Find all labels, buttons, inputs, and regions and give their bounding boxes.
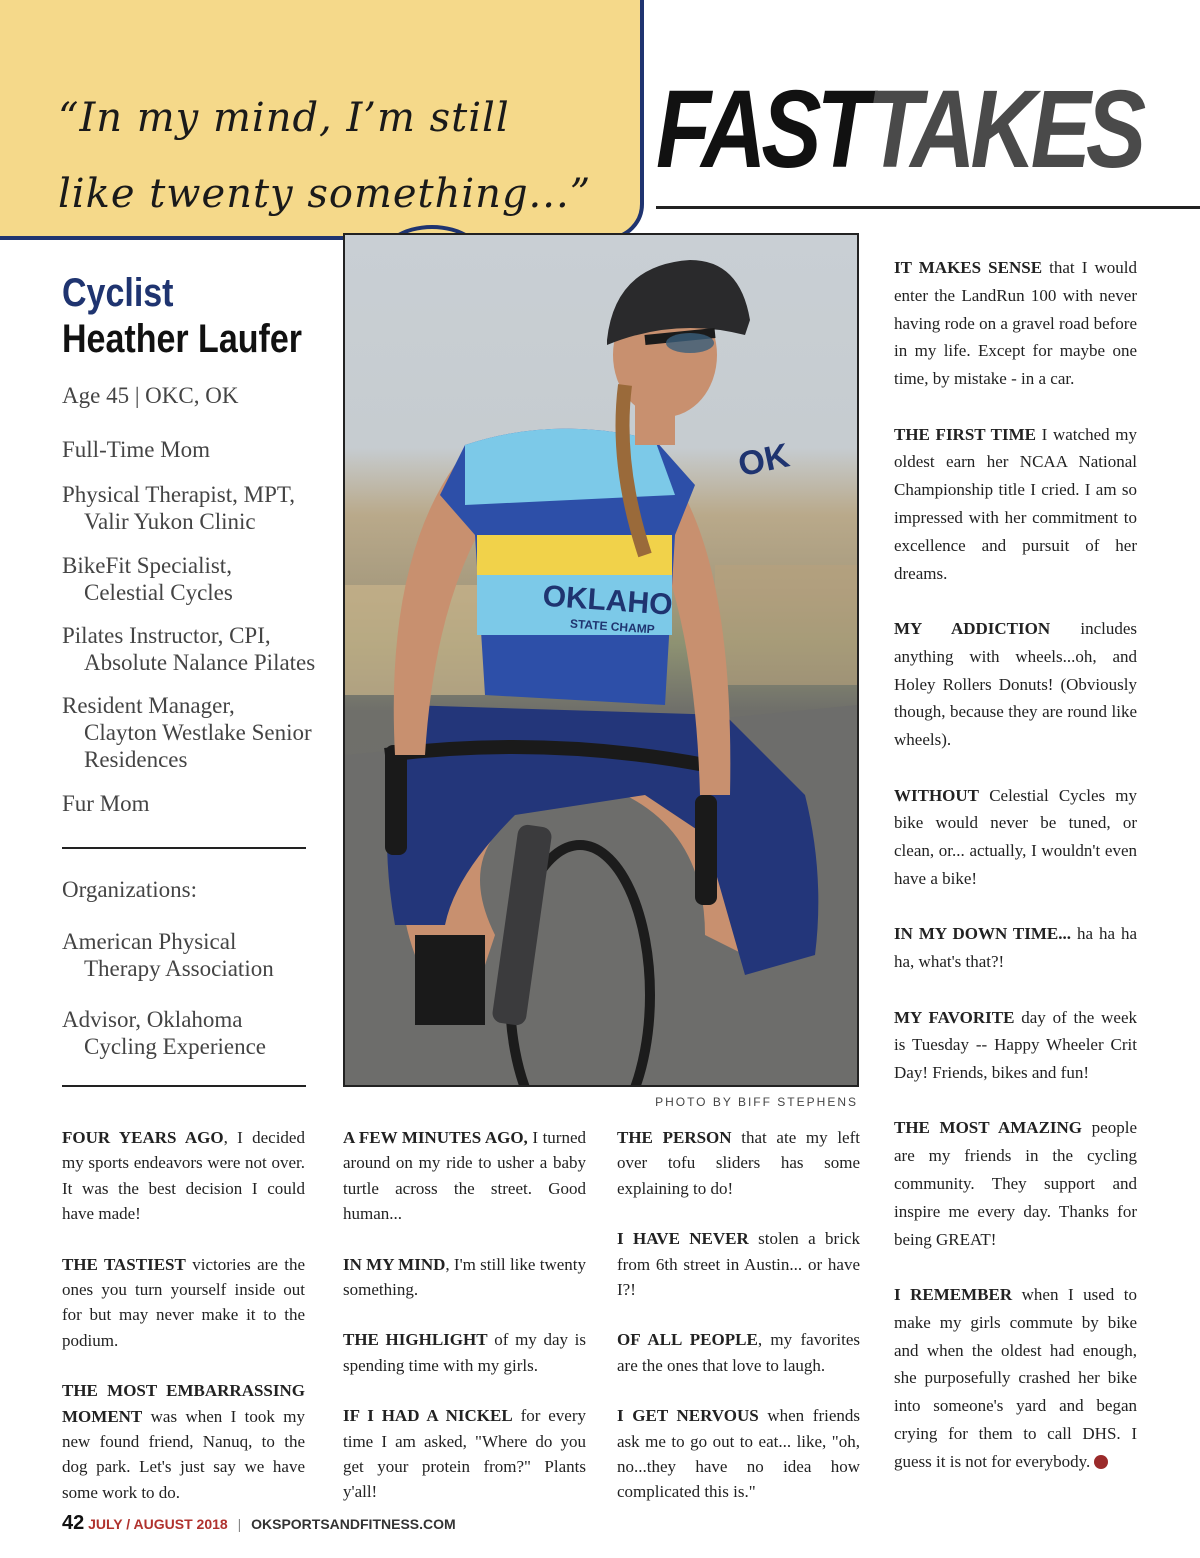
- role-line: Celestial Cycles: [84, 580, 233, 605]
- fact-text: for every time I am asked, "Where do you get your protein from?" Plants y'all!: [343, 1406, 587, 1502]
- organization-line: Advisor, Oklahoma: [62, 1007, 243, 1032]
- role-line: Absolute Nalance Pilates: [84, 650, 316, 675]
- fact-text: Celestial Cycles my bike would never be tuned, or clean, or... actually, I wouldn't even have a bike!: [894, 785, 1137, 888]
- fact-lead: THE MOST AMAZING: [894, 1118, 1083, 1138]
- fact-paragraph: [894, 1004, 1137, 1087]
- profile-divider: [62, 1085, 306, 1087]
- end-mark-icon: [1094, 1455, 1108, 1469]
- fact-lead: MY ADDICTION: [894, 618, 1051, 638]
- fact-lead: THE HIGHLIGHT: [343, 1330, 488, 1350]
- fact-paragraph: [62, 1125, 305, 1227]
- role-line: Clayton Westlake Senior: [84, 720, 312, 745]
- fact-paragraph: [894, 920, 1137, 976]
- organizations-heading: Organizations:: [62, 877, 197, 902]
- photo-credit: PHOTO BY BIFF STEPHENS: [655, 1095, 858, 1109]
- fact-paragraph: [62, 1252, 305, 1354]
- profile-divider: [62, 847, 306, 849]
- fact-text: includes anything with wheels...oh, and Holey Rollers Donuts! (Obviously though, because they are round like wheels).: [894, 618, 1137, 750]
- jersey-subtext: STATE CHAMP: [569, 616, 656, 637]
- fact-lead: IN MY DOWN TIME...: [894, 924, 1071, 944]
- role-item: [62, 790, 337, 817]
- fact-lead: WITHOUT: [894, 785, 980, 805]
- text-column-1: [62, 1125, 305, 1530]
- fact-paragraph: [617, 1327, 860, 1378]
- website-link[interactable]: OKSPORTSANDFITNESS.COM: [251, 1516, 456, 1532]
- age-location: Age 45 | OKC, OK: [62, 383, 239, 408]
- role-item: [62, 552, 337, 606]
- fact-lead: I HAVE NEVER: [617, 1229, 749, 1249]
- organization-line: American Physical: [62, 929, 237, 954]
- role-line: Valir Yukon Clinic: [84, 509, 256, 534]
- fact-text: day of the week is Tuesday -- Happy Wheeler Crit Day! Friends, bikes and fun!: [894, 1007, 1137, 1083]
- role-line: Pilates Instructor, CPI,: [62, 623, 271, 648]
- organization-line: Cycling Experience: [84, 1034, 267, 1059]
- fact-text: , I'm still like twenty something.: [343, 1254, 586, 1300]
- profile-name: Heather Laufer: [62, 317, 302, 361]
- fact-text: , I decided my sports endeavors were not over. It was the best decision I could have made!: [62, 1128, 305, 1224]
- fact-paragraph: [343, 1252, 586, 1303]
- fact-paragraph: [894, 1114, 1137, 1253]
- fact-lead: I GET NERVOUS: [617, 1406, 759, 1426]
- page-number: 42: [62, 1512, 85, 1534]
- section-title-takes: TAKES: [866, 68, 1142, 191]
- fact-paragraph: [343, 1327, 586, 1378]
- section-title-fast: FAST: [656, 68, 867, 191]
- fact-lead: THE MOST EMBARRASSING MOMENT: [62, 1381, 305, 1426]
- role-line: Physical Therapist, MPT,: [62, 482, 295, 507]
- text-column-4: [894, 254, 1137, 1503]
- fact-paragraph: [343, 1403, 586, 1505]
- fact-text: victories are the ones you turn yourself inside out for but may never make it to the podium.: [62, 1254, 305, 1350]
- fact-lead: THE PERSON: [617, 1128, 732, 1147]
- fact-text: ha ha ha ha, what's that?!: [894, 924, 1137, 972]
- fact-paragraph: [343, 1125, 586, 1227]
- fact-text: I turned around on my ride to usher a baby turtle across the street. Good human...: [343, 1128, 586, 1224]
- role-line: Resident Manager,: [62, 693, 235, 718]
- fact-text: people are my friends in the cycling community. They support and inspire me every day. Thanks for being GREAT!: [894, 1118, 1137, 1249]
- fact-paragraph: [894, 421, 1137, 588]
- fact-lead: THE FIRST TIME: [894, 424, 1037, 444]
- fact-paragraph: [894, 615, 1137, 754]
- cyclist-illustration: [345, 235, 857, 1085]
- fact-paragraph: [894, 782, 1137, 893]
- role-item: [62, 622, 337, 676]
- fact-lead: FOUR YEARS AGO: [62, 1128, 224, 1147]
- role-item: [62, 436, 337, 463]
- fact-lead: MY FAVORITE: [894, 1007, 1015, 1027]
- cyclist-photo: [343, 233, 859, 1087]
- fact-text: that ate my left over tofu sliders has some explaining to do!: [617, 1128, 860, 1198]
- role-line: Fur Mom: [62, 791, 150, 816]
- fact-paragraph: [617, 1226, 860, 1302]
- fact-lead: I REMEMBER: [894, 1285, 1013, 1305]
- profile-subtitle: Cyclist: [62, 271, 174, 315]
- pull-quote-line-1: “In my mind, I’m still: [58, 95, 510, 141]
- role-item: [62, 692, 337, 773]
- page-footer: [62, 1512, 456, 1535]
- header-rule: [656, 206, 1200, 209]
- footer-separator: |: [237, 1516, 242, 1532]
- issue-date: JULY / AUGUST 2018: [88, 1516, 228, 1532]
- fact-text: of my day is spending time with my girls.: [343, 1330, 586, 1375]
- fact-text: was when I took my new found friend, Nanuq, to the dog park. Let's just say we have some work to do.: [62, 1406, 305, 1502]
- fact-paragraph: [617, 1125, 860, 1201]
- fact-lead: THE TASTIEST: [62, 1254, 186, 1274]
- fact-text: I watched my oldest earn her NCAA National Championship title I cried. I am so impressed with her commitment to excellence and pursuit of her dreams.: [894, 424, 1137, 583]
- organization-item: [62, 928, 337, 982]
- text-column-2: [343, 1125, 586, 1530]
- role-item: [62, 481, 337, 535]
- fact-paragraph: [894, 1281, 1137, 1476]
- fact-text: when friends ask me to go out to eat... like, "oh, no...they have no idea how complicated this is.": [617, 1406, 860, 1502]
- fact-lead: IN MY MIND: [343, 1254, 446, 1274]
- fact-text: stolen a brick from 6th street in Austin... or have I?!: [617, 1229, 860, 1300]
- fact-lead: OF ALL PEOPLE: [617, 1330, 758, 1350]
- fact-lead: IT MAKES SENSE: [894, 258, 1043, 277]
- role-line: Full-Time Mom: [62, 437, 211, 462]
- section-title: [656, 70, 1141, 190]
- jersey-logo: OK: [734, 436, 793, 485]
- role-line: BikeFit Specialist,: [62, 553, 232, 578]
- jersey-text: OKLAHO: [541, 579, 674, 622]
- fact-paragraph: [62, 1378, 305, 1505]
- fact-text: that I would enter the LandRun 100 with never having rode on a gravel road before in my life. Except for maybe one time, by mistake - in a car.: [894, 258, 1137, 389]
- fact-paragraph: [894, 254, 1137, 393]
- organization-line: Therapy Association: [84, 956, 274, 981]
- fact-paragraph: [617, 1403, 860, 1505]
- fact-text: , my favorites are the ones that love to laugh.: [617, 1330, 860, 1375]
- fact-lead: IF I HAD A NICKEL: [343, 1406, 513, 1426]
- organization-item: [62, 1006, 337, 1060]
- fact-text: when I used to make my girls commute by bike and when the oldest had enough, she purposefully crashed her bike into someone's yard and began crying for them to call DHS. I guess it is not for everybody.: [894, 1285, 1137, 1471]
- text-column-3: [617, 1125, 860, 1530]
- pull-quote: [58, 80, 618, 232]
- pull-quote-line-2: like twenty something...”: [58, 171, 592, 217]
- fact-lead: A FEW MINUTES AGO,: [343, 1128, 528, 1147]
- role-line: Residences: [84, 747, 188, 772]
